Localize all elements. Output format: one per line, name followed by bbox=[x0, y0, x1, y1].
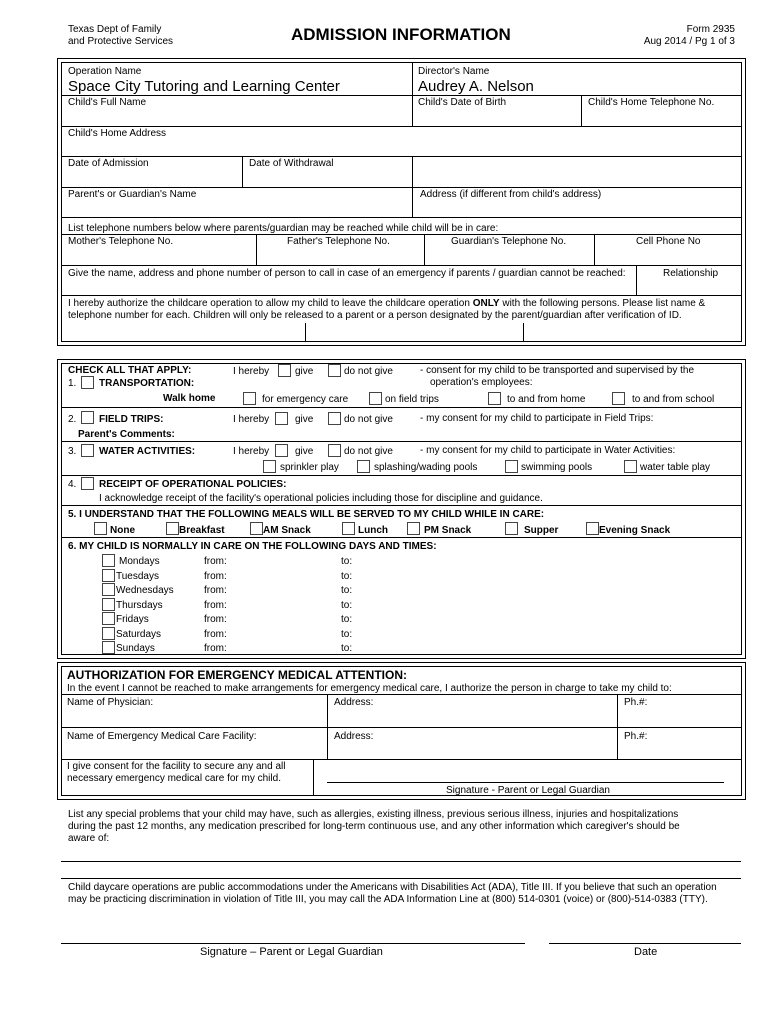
physician-address-label: Address: bbox=[334, 697, 374, 708]
emergency-contact-label: Give the name, address and phone number of person to call in case of an emergency if parents / guardian cannot be reached: bbox=[68, 268, 626, 279]
address-different-label: Address (if different from child's address) bbox=[420, 189, 602, 200]
consent-line2: necessary emergency medical care for my child. bbox=[67, 773, 281, 784]
director-name-value[interactable]: Audrey A. Nelson bbox=[418, 78, 534, 95]
day-saturday-to: to: bbox=[341, 629, 353, 640]
day-tuesday-from: from: bbox=[204, 571, 227, 582]
child-full-name-label: Child's Full Name bbox=[68, 97, 147, 108]
day-sunday-checkbox[interactable] bbox=[102, 641, 115, 654]
field-trips-give-checkbox[interactable] bbox=[275, 412, 288, 425]
sprinkler-checkbox[interactable] bbox=[263, 460, 276, 473]
field-trips-transport-checkbox[interactable] bbox=[369, 392, 382, 405]
agency-name-line2: and Protective Services bbox=[68, 36, 174, 47]
medical-intro: In the event I cannot be reached to make arrangements for emergency medical care, I authorize the person in charge to take my child to: bbox=[67, 683, 672, 694]
swimming-checkbox[interactable] bbox=[505, 460, 518, 473]
field-trips-checkbox[interactable] bbox=[81, 411, 94, 424]
child-address-label: Child's Home Address bbox=[68, 128, 167, 139]
facility-phone-label: Ph.#: bbox=[624, 731, 648, 742]
footer-signature-label: Signature – Parent or Legal Guardian bbox=[200, 946, 383, 958]
meal-none-checkbox[interactable] bbox=[94, 522, 107, 535]
meal-evening-snack-checkbox[interactable] bbox=[586, 522, 599, 535]
special-problems-line2: during the past 12 months, any medication prescribed for long-term continuous use, and any other information which caregiver's should be bbox=[68, 821, 680, 832]
water-do-not-give-checkbox[interactable] bbox=[328, 444, 341, 457]
field-trips-number: 2. bbox=[68, 414, 77, 425]
day-friday-checkbox[interactable] bbox=[102, 612, 115, 625]
agency-name-line1: Texas Dept of Family bbox=[68, 24, 162, 35]
emergency-care-label: for emergency care bbox=[262, 394, 349, 405]
special-problems-line3: aware of: bbox=[68, 833, 110, 844]
water-table-checkbox[interactable] bbox=[624, 460, 637, 473]
date-admission-label: Date of Admission bbox=[68, 158, 149, 169]
meal-supper-checkbox[interactable] bbox=[505, 522, 518, 535]
transport-do-not-give-checkbox[interactable] bbox=[328, 364, 341, 377]
field-trips-give-label: give bbox=[295, 414, 314, 425]
days-heading: 6. MY CHILD IS NORMALLY IN CARE ON THE FOLLOWING DAYS AND TIMES: bbox=[68, 541, 437, 552]
walk-home-label: Walk home bbox=[163, 393, 216, 404]
day-wednesday-from: from: bbox=[204, 585, 227, 596]
child-dob-label: Child's Date of Birth bbox=[418, 97, 507, 108]
operation-name-value[interactable]: Space City Tutoring and Learning Center bbox=[68, 78, 340, 95]
form-number: Form 2935 bbox=[686, 24, 735, 35]
meals-heading: 5. I UNDERSTAND THAT THE FOLLOWING MEALS WILL BE SERVED TO MY CHILD WHILE IN CARE: bbox=[68, 509, 545, 520]
meal-breakfast-label: Breakfast bbox=[179, 525, 225, 536]
day-sunday-from: from: bbox=[204, 643, 227, 654]
swimming-label: swimming pools bbox=[521, 462, 593, 473]
date-withdrawal-label: Date of Withdrawal bbox=[249, 158, 334, 169]
meal-evening-snack-label: Evening Snack bbox=[599, 525, 671, 536]
field-trips-label: FIELD TRIPS: bbox=[99, 414, 164, 425]
meal-pm-snack-label: PM Snack bbox=[424, 525, 472, 536]
day-wednesday-checkbox[interactable] bbox=[102, 583, 115, 596]
receipt-checkbox[interactable] bbox=[81, 477, 94, 490]
meal-pm-snack-checkbox[interactable] bbox=[407, 522, 420, 535]
day-tuesday-label: Tuesdays bbox=[116, 571, 159, 582]
page-title: ADMISSION INFORMATION bbox=[291, 25, 511, 44]
transport-number: 1. bbox=[68, 378, 77, 389]
receipt-label: RECEIPT OF OPERATIONAL POLICIES: bbox=[99, 479, 287, 490]
field-trips-do-not-give-checkbox[interactable] bbox=[328, 412, 341, 425]
splashing-checkbox[interactable] bbox=[357, 460, 370, 473]
water-give-checkbox[interactable] bbox=[275, 444, 288, 457]
transport-consent-line2: operation's employees: bbox=[430, 377, 533, 388]
day-thursday-checkbox[interactable] bbox=[102, 598, 115, 611]
footer-date-line[interactable] bbox=[549, 943, 741, 944]
day-monday-to: to: bbox=[341, 556, 353, 567]
day-thursday-to: to: bbox=[341, 600, 353, 611]
emergency-care-checkbox[interactable] bbox=[243, 392, 256, 405]
to-from-school-label: to and from school bbox=[632, 394, 715, 405]
guardian-phone-label: Guardian's Telephone No. bbox=[451, 236, 567, 247]
physician-label: Name of Physician: bbox=[67, 697, 154, 708]
facility-address-label: Address: bbox=[334, 731, 374, 742]
water-table-label: water table play bbox=[640, 462, 711, 473]
transport-label: TRANSPORTATION: bbox=[99, 378, 195, 389]
water-label: WATER ACTIVITIES: bbox=[99, 446, 196, 457]
medical-signature-line[interactable] bbox=[327, 782, 724, 783]
cell-phone-label: Cell Phone No bbox=[636, 236, 701, 247]
facility-label: Name of Emergency Medical Care Facility: bbox=[67, 731, 257, 742]
parent-name-label: Parent's or Guardian's Name bbox=[68, 189, 197, 200]
day-sunday-label: Sundays bbox=[116, 643, 155, 654]
father-phone-label: Father's Telephone No. bbox=[287, 236, 390, 247]
meal-lunch-label: Lunch bbox=[358, 525, 388, 536]
medical-signature-label: Signature - Parent or Legal Guardian bbox=[446, 785, 610, 796]
check-all-heading: CHECK ALL THAT APPLY: bbox=[68, 365, 192, 376]
meal-supper-label: Supper bbox=[524, 525, 559, 536]
mother-phone-label: Mother's Telephone No. bbox=[68, 236, 174, 247]
operation-name-label: Operation Name bbox=[68, 66, 142, 77]
child-phone-label: Child's Home Telephone No. bbox=[588, 97, 715, 108]
sprinkler-label: sprinkler play bbox=[280, 462, 339, 473]
authorize-release-line2: telephone number for each. Children will only be released to a parent or a person designated by the parent/guardian after verification of ID. bbox=[68, 310, 682, 321]
day-wednesday-label: Wednesdays bbox=[116, 585, 174, 596]
director-name-label: Director's Name bbox=[418, 66, 490, 77]
field-trips-do-not-give-label: do not give bbox=[344, 414, 393, 425]
day-monday-label: Mondays bbox=[119, 556, 160, 567]
splashing-label: splashing/wading pools bbox=[374, 462, 478, 473]
relationship-label: Relationship bbox=[663, 268, 719, 279]
day-saturday-from: from: bbox=[204, 629, 227, 640]
phone-list-intro: List telephone numbers below where parents/guardian may be reached while child will be in care: bbox=[68, 223, 499, 234]
receipt-text: I acknowledge receipt of the facility's operational policies including those for discipline and guidance. bbox=[99, 493, 543, 504]
ada-line2: may be practicing discrimination in violation of Title III, you may call the ADA Information Line at (800) 514-0301 (voice) or (800)-514-0383 (TTY). bbox=[68, 894, 708, 905]
meal-none-label: None bbox=[110, 525, 135, 536]
transport-i-hereby: I hereby bbox=[233, 366, 270, 377]
authorize-release-line1: I hereby authorize the childcare operation to allow my child to leave the childcare operation ONLY with the following persons. Please list name & bbox=[68, 298, 706, 309]
form-date-page: Aug 2014 / Pg 1 of 3 bbox=[643, 36, 735, 47]
field-trips-transport-label: on field trips bbox=[385, 394, 439, 405]
medical-heading: AUTHORIZATION FOR EMERGENCY MEDICAL ATTENTION: bbox=[67, 668, 407, 682]
day-friday-from: from: bbox=[204, 614, 227, 625]
special-problems-line1: List any special problems that your child may have, such as allergies, existing illness, previous serious illness, injuries and hospitalizations bbox=[68, 809, 679, 820]
ada-line1: Child daycare operations are public accommodations under the Americans with Disabilities Act (ADA), Title III. If you believe that such an operation bbox=[68, 882, 717, 893]
day-saturday-checkbox[interactable] bbox=[102, 627, 115, 640]
parents-comments-label: Parent's Comments: bbox=[78, 429, 175, 440]
to-from-home-label: to and from home bbox=[507, 394, 586, 405]
footer-date-label: Date bbox=[634, 946, 658, 958]
water-checkbox[interactable] bbox=[81, 444, 94, 457]
day-friday-label: Fridays bbox=[116, 614, 149, 625]
field-trips-i-hereby: I hereby bbox=[233, 414, 270, 425]
footer-signature-line[interactable] bbox=[61, 943, 525, 944]
transport-give-checkbox[interactable] bbox=[278, 364, 291, 377]
transport-do-not-give-label: do not give bbox=[344, 366, 393, 377]
receipt-number: 4. bbox=[68, 479, 77, 490]
special-problems-line[interactable] bbox=[61, 861, 741, 862]
transport-give-label: give bbox=[295, 366, 314, 377]
day-thursday-label: Thursdays bbox=[116, 600, 163, 611]
water-give-label: give bbox=[295, 446, 314, 457]
consent-line1: I give consent for the facility to secure any and all bbox=[67, 761, 286, 772]
water-consent: - my consent for my child to participate in Water Activities: bbox=[420, 445, 676, 456]
transport-checkbox[interactable] bbox=[81, 376, 94, 389]
physician-phone-label: Ph.#: bbox=[624, 697, 648, 708]
day-monday-checkbox[interactable] bbox=[102, 554, 115, 567]
day-friday-to: to: bbox=[341, 614, 353, 625]
to-from-home-checkbox[interactable] bbox=[488, 392, 501, 405]
meal-breakfast-checkbox[interactable] bbox=[166, 522, 179, 535]
to-from-school-checkbox[interactable] bbox=[612, 392, 625, 405]
day-wednesday-to: to: bbox=[341, 585, 353, 596]
day-tuesday-to: to: bbox=[341, 571, 353, 582]
day-monday-from: from: bbox=[204, 556, 227, 567]
water-number: 3. bbox=[68, 446, 77, 457]
day-thursday-from: from: bbox=[204, 600, 227, 611]
transport-consent-line1: - consent for my child to be transported and supervised by the bbox=[420, 365, 695, 376]
meal-am-snack-label: AM Snack bbox=[263, 525, 311, 536]
day-saturday-label: Saturdays bbox=[116, 629, 162, 640]
field-trips-consent: - my consent for my child to participate in Field Trips: bbox=[420, 413, 654, 424]
meal-am-snack-checkbox[interactable] bbox=[250, 522, 263, 535]
day-sunday-to: to: bbox=[341, 643, 353, 654]
water-do-not-give-label: do not give bbox=[344, 446, 393, 457]
meal-lunch-checkbox[interactable] bbox=[342, 522, 355, 535]
day-tuesday-checkbox[interactable] bbox=[102, 569, 115, 582]
water-i-hereby: I hereby bbox=[233, 446, 270, 457]
